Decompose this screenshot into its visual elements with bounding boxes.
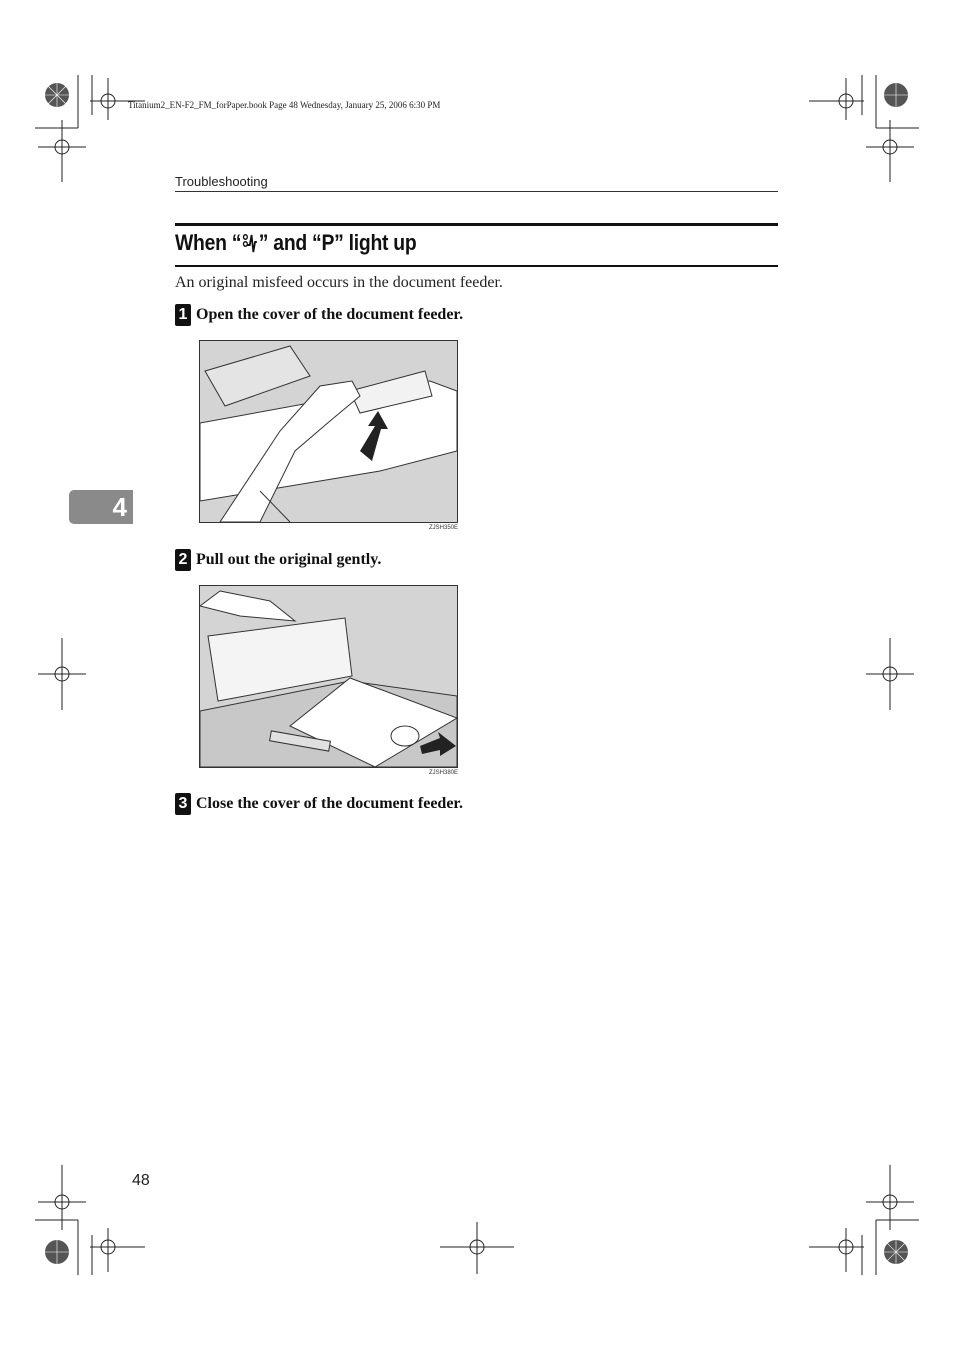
misfeed-symbol-icon <box>242 232 258 254</box>
file-header: Titanium2_EN-F2_FM_forPaper.book Page 48 Wednesday, January 25, 2006 6:30 PM <box>128 100 441 110</box>
step-3 <box>175 793 463 815</box>
section-title <box>175 230 416 256</box>
section-top-rule <box>175 223 778 226</box>
step-text: Close the cover of the document feeder. <box>196 795 464 812</box>
step-text: Pull out the original gently. <box>196 551 382 568</box>
figure-pull-original <box>199 585 458 768</box>
step-text: Open the cover of the document feeder. <box>196 306 464 323</box>
page-number: 48 <box>132 1172 150 1189</box>
figure-code: ZJSH350E <box>429 525 459 531</box>
step-number: 1 <box>175 304 191 326</box>
header-rule <box>175 191 778 192</box>
section-title-suffix: ” and “P” light up <box>258 230 417 255</box>
step-1 <box>175 304 463 326</box>
chapter-tab: 4 <box>69 490 133 524</box>
section-title-prefix: When “ <box>175 230 242 255</box>
section-bottom-rule <box>175 265 778 267</box>
step-number: 3 <box>175 793 191 815</box>
step-2 <box>175 549 381 571</box>
running-head: Troubleshooting <box>175 174 268 189</box>
figure-open-cover <box>199 340 458 523</box>
figure-code: ZJSH380E <box>429 770 459 776</box>
section-intro: An original misfeed occurs in the document feeder. <box>175 274 503 291</box>
step-number: 2 <box>175 549 191 571</box>
